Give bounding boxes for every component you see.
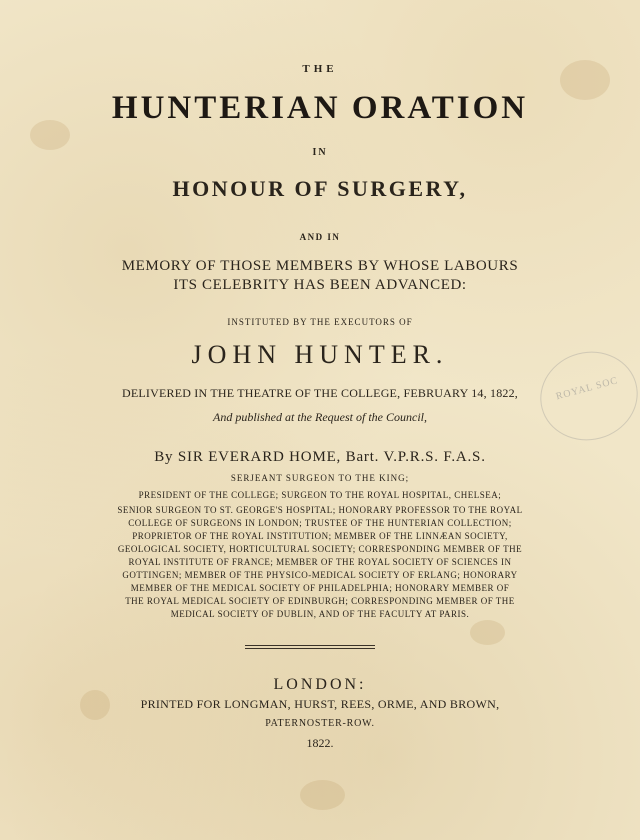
- main-title: HUNTERIAN ORATION: [111, 90, 529, 126]
- library-stamp-text: ROYAL SOC: [554, 375, 620, 403]
- imprint-city: LONDON:: [273, 676, 367, 693]
- memory-line-1: MEMORY OF THOSE MEMBERS BY WHOSE LABOURS: [121, 258, 519, 274]
- author-credentials-line: PROPRIETOR OF THE ROYAL INSTITUTION; MEMBER OF THE LINNÆAN SOCIETY,: [132, 531, 508, 541]
- memory-line-2: ITS CELEBRITY HAS BEEN ADVANCED:: [173, 277, 467, 293]
- john-hunter: JOHN HUNTER.: [191, 340, 449, 369]
- author-credentials-line: COLLEGE OF SURGEONS IN LONDON; TRUSTEE OF THE HUNTERIAN COLLECTION;: [128, 518, 512, 528]
- author-credentials-line: ROYAL INSTITUTE OF FRANCE; MEMBER OF THE ROYAL SOCIETY OF SCIENCES IN: [128, 557, 512, 567]
- published-line: And published at the Request of the Council,: [213, 410, 427, 424]
- article-the: THE: [302, 63, 338, 75]
- author-credentials-line: MEMBER OF THE MEDICAL SOCIETY OF PHILADELPHIA; HONORARY MEMBER OF: [130, 583, 510, 593]
- imprint-address: PATERNOSTER-ROW.: [265, 718, 375, 729]
- author-line: By SIR EVERARD HOME, Bart. V.P.R.S. F.A.S.: [154, 449, 486, 465]
- subtitle-honour: HONOUR OF SURGERY,: [172, 176, 468, 201]
- author-credentials-line: MEDICAL SOCIETY OF DUBLIN, AND OF THE FACULTY AT PARIS.: [170, 609, 470, 619]
- word-in: IN: [312, 147, 328, 158]
- double-rule-top: [245, 645, 375, 646]
- instituted-line: INSTITUTED BY THE EXECUTORS OF: [227, 317, 413, 327]
- author-credentials-line: GEOLOGICAL SOCIETY, HORTICULTURAL SOCIETY; CORRESPONDING MEMBER OF THE: [117, 544, 523, 554]
- foxing-spot: [470, 620, 505, 645]
- author-credentials-line: GOTTINGEN; MEMBER OF THE PHYSICO-MEDICAL SOCIETY OF ERLANG; HONORARY: [122, 570, 518, 580]
- author-position: SERJEANT SURGEON TO THE KING;: [230, 473, 410, 483]
- imprint-publisher: PRINTED FOR LONGMAN, HURST, REES, ORME, AND BROWN,: [140, 697, 500, 711]
- author-credentials-line: THE ROYAL MEDICAL SOCIETY OF EDINBURGH; CORRESPONDING MEMBER OF THE: [125, 596, 515, 606]
- author-credentials-line: PRESIDENT OF THE COLLEGE; SURGEON TO THE ROYAL HOSPITAL, CHELSEA;: [138, 490, 502, 500]
- delivered-line: DELIVERED IN THE THEATRE OF THE COLLEGE, FEBRUARY 14, 1822,: [121, 386, 518, 400]
- imprint-year: 1822.: [306, 736, 334, 750]
- double-rule-bottom: [245, 648, 375, 649]
- foxing-spot: [300, 780, 345, 810]
- word-and-in: AND IN: [299, 232, 341, 242]
- author-credentials-line: SENIOR SURGEON TO ST. GEORGE'S HOSPITAL; HONORARY PROFESSOR TO THE ROYAL: [117, 505, 523, 515]
